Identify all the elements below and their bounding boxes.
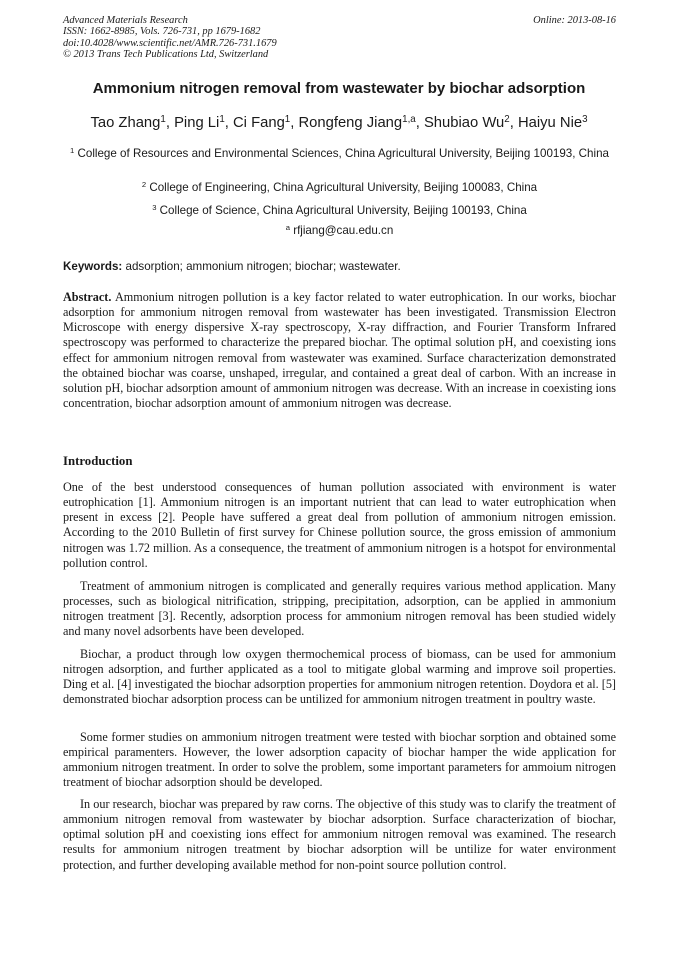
paper-title: Ammonium nitrogen removal from wastewater by biochar adsorption: [92, 80, 586, 97]
intro-paragraph-2: Treatment of ammonium nitrogen is complicated and generally requires various method application. Many processes, such as biological nitrification, stripping, precipitation, adsorption, can be applied in ammonium nitrogen treatment [3]. Recently, adsorption process for ammonium nitrogen removal has been studied widely and many novel adsorbents have been developed.: [63, 579, 616, 639]
intro-paragraph-5: In our research, biochar was prepared by raw corns. The objective of this study was to clarify the treatment of ammonium nitrogen removal from wastewater by biochar adsorption. Surface characterization of biochar, optimal solution pH and coexisting ions effect for ammonium nitrogen removal was examined. The research results for ammonium nitrogen treatment by biochar adsorption will be untilize for water environment protection, and further developing available method for non-point source pollution control.: [63, 797, 616, 872]
affiliation-mark: 3: [152, 202, 157, 212]
author-name: Ci Fang: [232, 115, 285, 131]
author-affiliation-mark: 1: [160, 113, 166, 125]
keywords-text: adsorption; ammonium nitrogen; biochar; wastewater.: [125, 260, 401, 273]
keywords-label: Keywords:: [63, 260, 123, 273]
affiliation-2: [63, 180, 616, 196]
corresponding-email: [63, 223, 616, 239]
author-affiliation-mark: 2: [504, 113, 510, 125]
intro-paragraph-4: Some former studies on ammonium nitrogen treatment were tested with biochar sorption and obtained some empirical paramenters. However, the lower adsorption capacity of biochar hamper the wide application for ammonium nitrogen treatment. In order to solve the problem, some important parameters for ammoium nitrogen treatment of biochar adsorption should be developed.: [63, 730, 616, 790]
author-name: Haiyu Nie: [517, 115, 583, 131]
doi-line: doi:10.4028/www.scientific.net/AMR.726-731.1679: [63, 37, 277, 49]
affiliation-text: College of Science, China Agricultural University, Beijing 100193, China: [159, 204, 527, 217]
journal-header: [63, 15, 616, 60]
author-affiliation-mark: 1,a: [402, 113, 416, 125]
author-affiliation-mark: 1: [284, 113, 291, 125]
intro-paragraph-1: One of the best understood consequences of human pollution associated with environment is water eutrophication [1]. Ammonium nitrogen is an important nutrient that can lead to water eutrophication when present in excess [2]. People have suffered a great deal from pollution of ammonium nitrogen emission. According to the 2010 Bulletin of first survey for Chinese pollution source, the gross emission of ammonium nitrogen was 1.72 million. As a consequence, the treatment of ammonium nitrogen is a hotspot for environmental pollution control.: [63, 480, 616, 570]
keywords: [63, 259, 616, 274]
affiliation-1: [63, 146, 616, 162]
abstract-label: Abstract.: [63, 290, 112, 304]
affiliation-text: College of Engineering, China Agricultural University, Beijing 100083, China: [149, 181, 538, 194]
author-list: Tao Zhang$^1$, Ping Li$^1$, Ci Fang$^1$, Rongfeng Jiang$^{1,a}$, Shubiao Wu$^2$, Haiyu Nie$^3$: [90, 113, 588, 131]
author-name: Ping Li: [174, 115, 220, 131]
issn-line: ISSN: 1662-8985, Vols. 726-731, pp 1679-1682: [63, 26, 261, 38]
author-affiliation-mark: 1: [219, 113, 225, 125]
affiliation-mark: 2: [141, 179, 147, 189]
abstract-text: Ammonium nitrogen pollution is a key factor related to water eutrophication. In our works, biochar adsorption for ammonium nitrogen removal from wastewater has been investigated. Transmission Electron Microscope with energy dispersive X-ray spectroscopy, X-ray diffraction, and Fourier Transform Infrared spectroscopy was performed to characterize the prepared biochar. The optimal solution pH, and coexisting ions effect for ammonium nitrogen removal from wastewater was examined. Surface characterization demonstrated the obtained biochar was coarse, unshaped, irregular, and contained a great deal of carbon. With an increase in solution pH, biochar adsorption amount of ammonium nitrogen was decrease. With an increase in coexisting ions concentration, biochar adsorption amount of ammonium nitrogen was decrease.: [63, 290, 616, 411]
affiliation-text: College of Resources and Environmental Sciences, China Agricultural University, Beijing 100193, China: [77, 147, 609, 160]
author-name: Tao Zhang: [90, 115, 161, 131]
intro-paragraph-3: Biochar, a product through low oxygen thermochemical process of biomass, can be used for ammonium nitrogen adsorption, and further applicated as a tool to mitigate global warming and improve soil properties. Ding et al. [4] investigated the biochar adsorption properties for ammonium nitrogen retention. Doydora et al. [5] demonstrated biochar adsorption process can be untilized for ammonium nitrogen treatment in poultry waste.: [63, 647, 616, 707]
email-text: rfjiang@cau.edu.cn: [293, 224, 394, 237]
journal-name: Advanced Materials Research: [63, 15, 188, 26]
affiliation-mark: a: [285, 222, 290, 232]
abstract: [63, 290, 616, 411]
online-date: Online: 2013-08-16: [533, 15, 616, 26]
author-name: Shubiao Wu: [423, 115, 505, 131]
copyright-line: © 2013 Trans Tech Publications Ltd, Switzerland: [63, 48, 269, 60]
author-affiliation-mark: 3: [582, 113, 588, 125]
section-heading-introduction: Introduction: [63, 454, 133, 468]
affiliation-3: [63, 203, 616, 219]
author-name: Rongfeng Jiang: [298, 115, 403, 131]
affiliation-mark: 1: [70, 145, 75, 155]
